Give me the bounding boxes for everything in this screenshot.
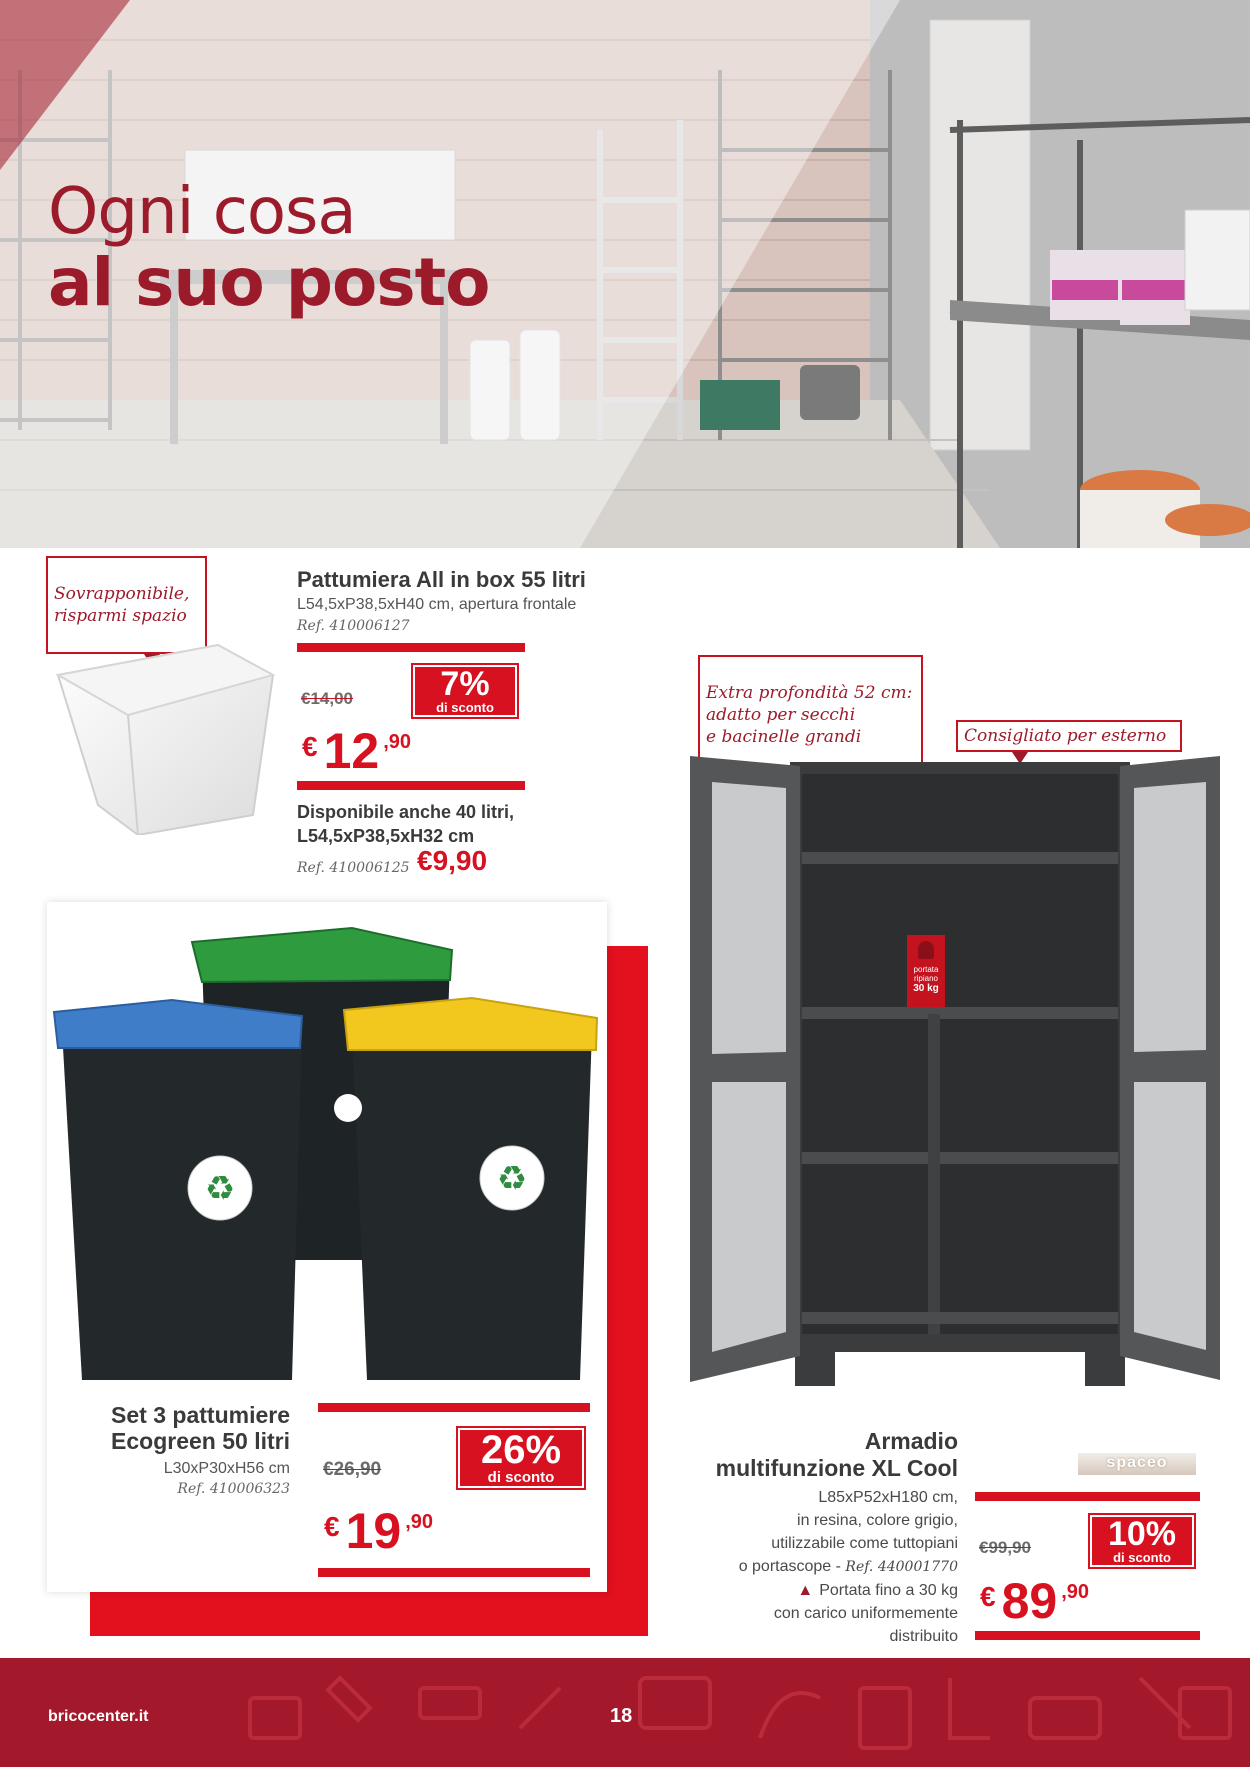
callout-outdoor	[956, 720, 1182, 752]
weight-icon	[918, 941, 934, 959]
product-image-recycling-bins	[52, 920, 612, 1390]
product2-divider-top	[318, 1403, 590, 1412]
product3-desc-line7: distribuito	[889, 1628, 958, 1645]
hero-banner	[0, 0, 1250, 548]
product2-price-currency: €	[324, 1511, 340, 1542]
product3-desc-line5	[640, 1579, 958, 1602]
product1-ref: Ref. 410006127	[297, 618, 410, 634]
product2-discount-pct: 26%	[480, 1428, 562, 1472]
product1-dimensions: L54,5xP38,5xH40 cm, apertura frontale	[297, 596, 577, 613]
product3-description	[640, 1486, 958, 1648]
product1-price	[302, 722, 411, 780]
product3-discount-label: di sconto	[1113, 1550, 1171, 1565]
hero-title	[48, 175, 490, 322]
product1-alt-line2: L54,5xP38,5xH32 cm	[297, 826, 475, 846]
product3-price-int: 89	[1001, 1573, 1058, 1629]
weight-icon: ▲	[797, 1582, 814, 1599]
product2-discount-badge	[458, 1428, 584, 1488]
svg-text:♻: ♻	[496, 1159, 528, 1199]
product2-ref: Ref. 410006323	[177, 1481, 290, 1497]
product2-price-dec: ,90	[405, 1511, 434, 1533]
brand-logo	[1078, 1453, 1196, 1475]
product2-price	[324, 1502, 433, 1560]
product2-discount-label: di sconto	[487, 1469, 555, 1486]
product3-ref: Ref. 440001770	[845, 1559, 958, 1575]
product2-old-price: €26,90	[323, 1459, 382, 1480]
product3-price	[980, 1572, 1089, 1630]
product1-alt-line1: Disponibile anche 40 litri,	[297, 802, 515, 822]
product2-title-line1: Set 3 pattumiere	[111, 1402, 290, 1428]
product-image-cabinet	[690, 752, 1220, 1392]
product1-title: Pattumiera All in box 55 litri	[297, 567, 586, 592]
callout-extra-depth-text: Extra profondità 52 cm: adatto per secchi e bacinelle grandi	[706, 683, 913, 748]
product1-price-dec: ,90	[383, 731, 412, 753]
product3-desc-line6: con carico uniformemente	[773, 1605, 958, 1622]
product1-discount-badge	[413, 665, 517, 717]
svg-text:♻: ♻	[204, 1169, 236, 1209]
product2-title-line2: Ecogreen 50 litri	[111, 1428, 290, 1454]
load-badge-line3: 30 kg	[913, 983, 939, 995]
product3-desc-line4-text: o portascope -	[738, 1558, 846, 1575]
product3-discount-badge	[1090, 1515, 1194, 1567]
load-badge-line1: portata	[913, 965, 939, 974]
product1-price-int: 12	[323, 723, 380, 779]
footer-site: bricocenter.it	[48, 1708, 149, 1725]
product1-alt-ref: Ref. 410006125	[297, 860, 410, 876]
product2-divider-bottom	[318, 1568, 590, 1577]
load-badge-line2: ripiano	[913, 974, 938, 984]
footer-band	[0, 1658, 1250, 1767]
brand-logo-text: spaceo	[1106, 1454, 1168, 1471]
product3-price-currency: €	[980, 1581, 996, 1612]
hero-title-line2: al suo posto	[48, 244, 490, 322]
product1-discount-label: di sconto	[436, 700, 494, 715]
product3-divider-top	[975, 1492, 1200, 1501]
product1-divider-top	[297, 643, 525, 652]
product1-discount-pct: 7%	[440, 665, 490, 703]
cabinet-load-badge	[907, 935, 945, 1007]
product3-discount-pct: 10%	[1107, 1515, 1177, 1553]
product3-title-line2: multifunzione XL Cool	[715, 1455, 958, 1481]
product1-alt-price: €9,90	[417, 845, 488, 876]
callout-stackable-text: Sovrapponibile, risparmi spazio	[54, 584, 190, 627]
page-number: 18	[610, 1705, 633, 1727]
hero-title-line1: Ogni cosa	[48, 175, 356, 249]
product1-price-currency: €	[302, 731, 318, 762]
product3-desc-line1: L85xP52xH180 cm,	[818, 1489, 958, 1506]
product-image-white-bin	[38, 635, 278, 835]
product3-desc-line4	[640, 1555, 958, 1579]
product2-price-int: 19	[345, 1503, 402, 1559]
product3-title-line1: Armadio	[864, 1428, 958, 1454]
product3-price-dec: ,90	[1061, 1581, 1090, 1603]
product3-desc-line2: in resina, colore grigio,	[797, 1512, 958, 1529]
product1-old-price: €14,00	[301, 689, 353, 708]
callout-outdoor-text: Consigliato per esterno	[964, 726, 1167, 746]
product3-desc-line3: utilizzabile come tuttopiani	[771, 1535, 958, 1552]
product3-desc-line5-text: Portata fino a 30 kg	[819, 1582, 958, 1599]
product2-dimensions: L30xP30xH56 cm	[163, 1460, 290, 1477]
product3-old-price: €99,90	[979, 1538, 1031, 1557]
product3-divider-bottom	[975, 1631, 1200, 1640]
product1-divider-bottom	[297, 781, 525, 790]
